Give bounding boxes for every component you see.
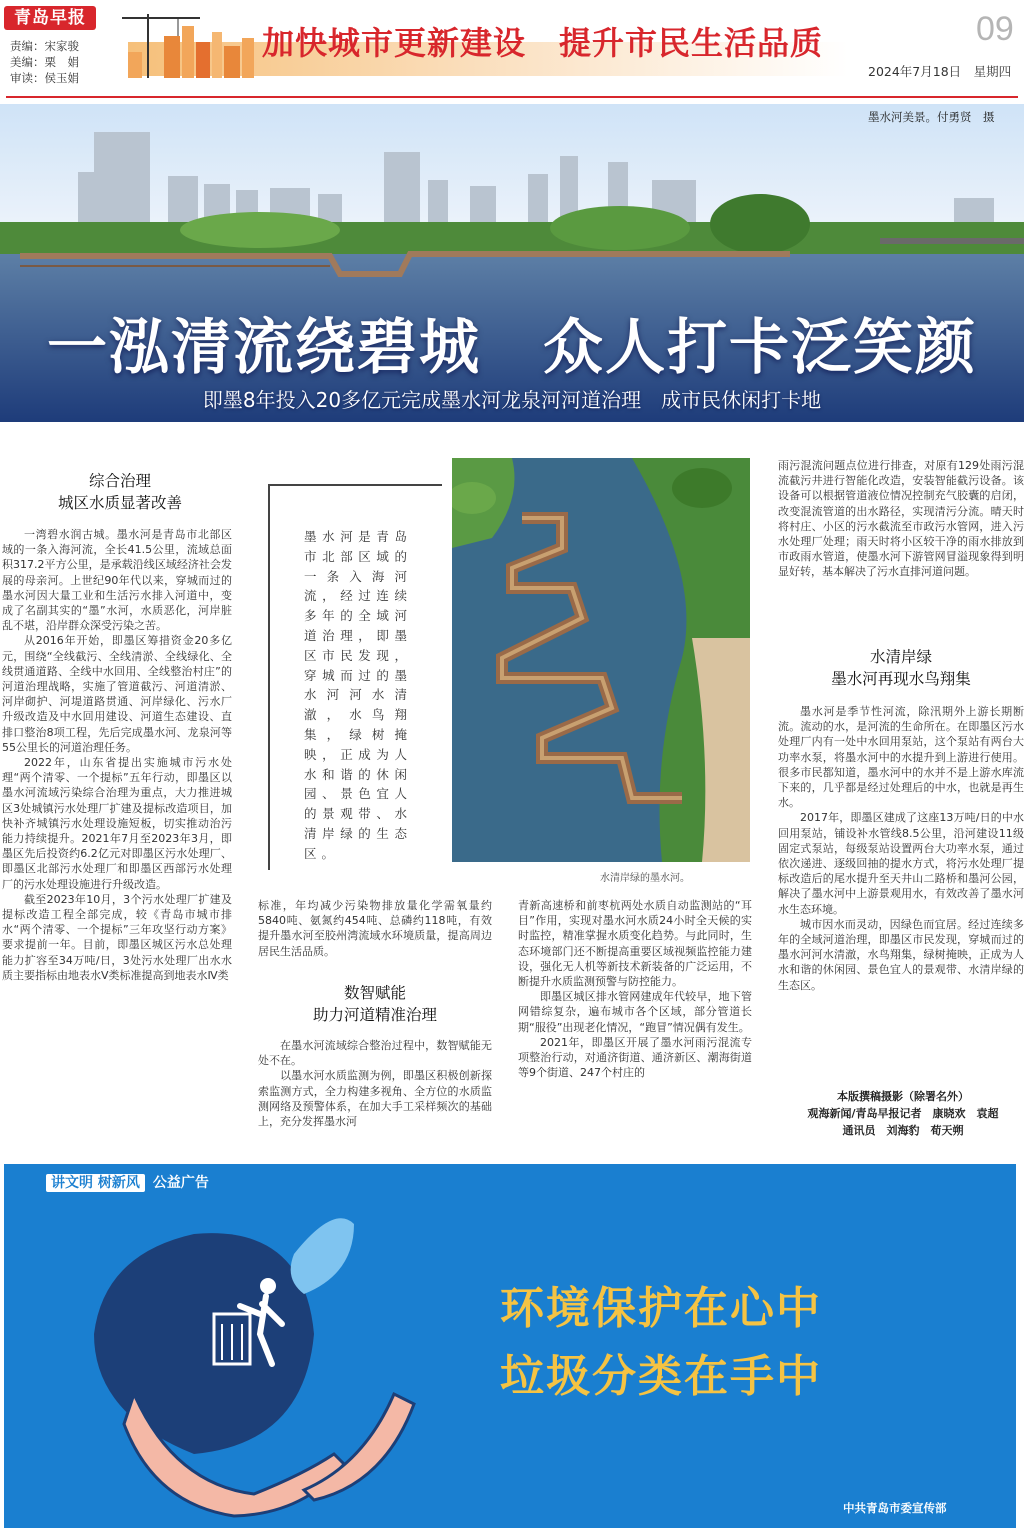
section1-paragraph: 截至2023年10月，3个污水处理厂扩建及提标改造工程全部完成，较《青岛市城市排水“两个清零、一个提标”三年攻坚行动方案》要求提前一年。目前，即墨区城区污水总处理能力扩容至34万吨/日，3处污水处理厂出水水质主要指标由地表水Ⅴ类标准提高到地表水Ⅳ类	[2, 892, 232, 982]
masthead	[0, 0, 1024, 100]
section3-body	[518, 898, 752, 1148]
section2-body	[258, 1038, 492, 1148]
lead-summary: 墨水河是青岛市北部区域的一条入海河流，经过连续多年的全域河道治理，即墨区市民发现，穿城而过的墨水河河水清澈，水鸟翔集，绿树掩映，正成为人水和谐的休闲园、景色宜人的景观带、水清岸绿的生态区。	[304, 529, 412, 861]
hero-subtitle: 即墨8年投入20多亿元完成墨水河龙泉河河道治理 成市民休闲打卡地	[202, 388, 822, 412]
editor-credits	[10, 38, 79, 86]
newspaper-logo: 青岛早报	[4, 6, 96, 30]
hero-title: 一泓清流绕碧城 众人打卡泛笑颜	[47, 313, 977, 383]
section1-heading-line2: 城区水质显著改善	[57, 494, 182, 512]
section1-paragraph: 从2016年开始，即墨区筹措资金20多亿元，围绕“全线截污、全线清淤、全线绿化、全线贯通道路、全线中水回用、全线整治村庄”的河道治理战略，实施了管道截污、河道清淤、河岸砌护、河堤道路贯通、河岸绿化、污水厂升级改造及中水回用建设、河道生态建设、直排口整治8项工程，先后完成墨水河、龙泉河等55公里长的河道治理任务。	[2, 634, 232, 754]
boardwalk-photo	[452, 458, 750, 862]
ad-sponsor: 中共青岛市委宣传部	[843, 1501, 947, 1515]
page-headline: 加快城市更新建设 提升市民生活品质	[262, 24, 824, 62]
ad-tag	[46, 1172, 209, 1192]
ad-slogan-line2: 垃圾分类在手中	[500, 1351, 822, 1402]
section4-heading-line2: 墨水河再现水鸟翔集	[831, 670, 971, 688]
issue-date: 2024年7月18日 星期四	[868, 64, 1012, 79]
article-byline	[778, 1088, 1024, 1139]
section2-paragraph: 以墨水河水质监测为例，即墨区积极创新探索监测方式，全力构建多视角、全方位的水质监测网络及预警体系，在加大手工采样频次的基础上，充分发挥墨水河	[258, 1069, 492, 1129]
byline-line: 观海新闻/青岛早报记者 康晓欢 袁超	[807, 1107, 999, 1120]
section2-paragraph: 在墨水河流域综合整治过程中，数智赋能无处不在。	[258, 1039, 492, 1068]
section4-paragraph: 2017年，即墨区建成了这座13万吨/日的中水回用泵站，铺设补水管线8.5公里，沿河建设11级固定式泵站，每级泵站设置两台大功率水泵，通过依次递进、逐级回抽的提水方式，将污水处理厂提标改造后的尾水提升至天井山二路桥和墨河公园，解决了墨水河中上游景观用水，有效改善了墨水河水生态环境。	[778, 811, 1024, 916]
section2-heading-line1: 数智赋能	[343, 984, 406, 1002]
byline-line: 本版撰稿摄影（除署名外）	[837, 1090, 969, 1103]
section1-paragraph: 一湾碧水润古城。墨水河是青岛市北部区域的一条入海河流，全长41.5公里，流域总面积317.2平方公里，是承载沿线区域经济社会发展的母亲河。上世纪90年代以来，穿城而过的墨水河因大量工业和生活污水排入河道中，变成了名副其实的“墨”水河，水质恶化，河岸脏乱不堪，沿岸群众深受污染之苦。	[2, 528, 232, 633]
credit-reviewer: 审读：侯玉娟	[10, 71, 79, 85]
header-rule	[6, 96, 1018, 98]
ad-tag-secondary: 公益广告	[152, 1175, 209, 1191]
section2-continuation	[258, 898, 492, 972]
section3-paragraph: 即墨区城区排水管网建成年代较早，地下管网错综复杂，遍布城市各个区域，部分管道长期“服役”出现老化情况，“跑冒”情况偶有发生。	[518, 990, 752, 1034]
section1-heading	[4, 470, 236, 514]
byline-line: 通讯员 刘海豹 荀天朔	[842, 1124, 964, 1137]
page-number: 09	[976, 10, 1014, 48]
boardwalk-photo-caption: 水清岸绿的墨水河。	[600, 873, 690, 884]
section4-continuation	[778, 458, 1024, 634]
section3-paragraph: 青新高速桥和前枣杭两处水质自动监测站的“耳目”作用，实现对墨水河水质24小时全天候的实时监控，精准掌握水质变化趋势。与此同时，生态环境部门还不断提高重要区域视频监控能力建设，强化无人机等新技术新装备的广泛运用，不断提升水质监测预警与防控能力。	[518, 899, 752, 989]
ad-tag-primary: 讲文明 树新风	[46, 1174, 145, 1192]
section1-heading-line1: 综合治理	[88, 472, 151, 490]
section2-heading	[258, 982, 492, 1026]
section3-paragraph: 2021年，即墨区开展了墨水河雨污混流专项整治行动，对通济街道、通济新区、潮海街道等9个街道、247个村庄的	[518, 1035, 752, 1080]
credit-designer: 美编：栗 娟	[10, 55, 79, 69]
hero-photo-credit: 墨水河美景。付勇贤 摄	[868, 110, 995, 124]
section4-heading	[778, 646, 1024, 690]
credit-editor: 责编：宋家骏	[10, 39, 79, 53]
section4-paragraph: 城市因水而灵动，因绿色而宜居。经过连续多年的全域河道治理，即墨区市民发现，穿城而过的墨水河河水清澈，水鸟翔集，绿树掩映，正成为人水和谐的休闲园、景色宜人的景观带、水清岸绿的生态区。	[778, 917, 1024, 992]
zigzag-boardwalk-illustration	[452, 458, 750, 862]
section4-continuation-text: 雨污混流问题点位进行排查，对原有129处雨污混流截污井进行智能化改造，安装智能截污设备。该设备可以根据管道液位情况控制充气胶囊的启闭，改变混流管道的出水路径，实现清污分流。晴天时将村庄、小区的污水截流至市政污水管网，进入污水处理厂处理；雨天时将小区较干净的雨水排放到市政雨水管道，使墨水河下游管网冒溢现象得到明显好转，基本解决了污水直排河道问题。	[778, 459, 1024, 579]
section4-paragraph: 墨水河是季节性河流，除汛期外上游长期断流。流动的水，是河流的生命所在。在即墨区污水处理厂内有一处中水回用泵站，这个泵站有两台大功率水泵，将墨水河中的水提升到上游进行使用。很多市民都知道，墨水河中的水并不是上游水库流下来的，几乎都是经过处理后的中水，也就是再生水。	[778, 705, 1024, 810]
ad-slogan-line1: 环境保护在心中	[500, 1283, 822, 1334]
section2-heading-line2: 助力河道精准治理	[312, 1006, 437, 1024]
section4-body	[778, 704, 1024, 1082]
section4-heading-line1: 水清岸绿	[869, 648, 932, 666]
section2-continuation-text: 标准，年均减少污染物排放量化学需氧量约5840吨、氨氮约454吨、总磷约118吨，有效提升墨水河至胶州湾流域水环境质量，提高周边居民生活品质。	[258, 899, 492, 958]
section1-paragraph: 2022年，山东省提出实施城市污水处理“两个清零、一个提标”五年行动，即墨区以墨水河流域污染综合治理为重点，大力推进城区3处城镇污水处理厂扩建及提标改造项目，加快补齐城镇污水处理设施短板，切实推动治污能力持续提升。2021年7月至2023年3月，即墨区先后投资约6.2亿元对即墨区污水处理厂、即墨区北部污水处理厂和即墨区西部污水处理厂的污水处理设施进行升级改造。	[2, 756, 232, 891]
section1-body	[2, 527, 232, 1147]
